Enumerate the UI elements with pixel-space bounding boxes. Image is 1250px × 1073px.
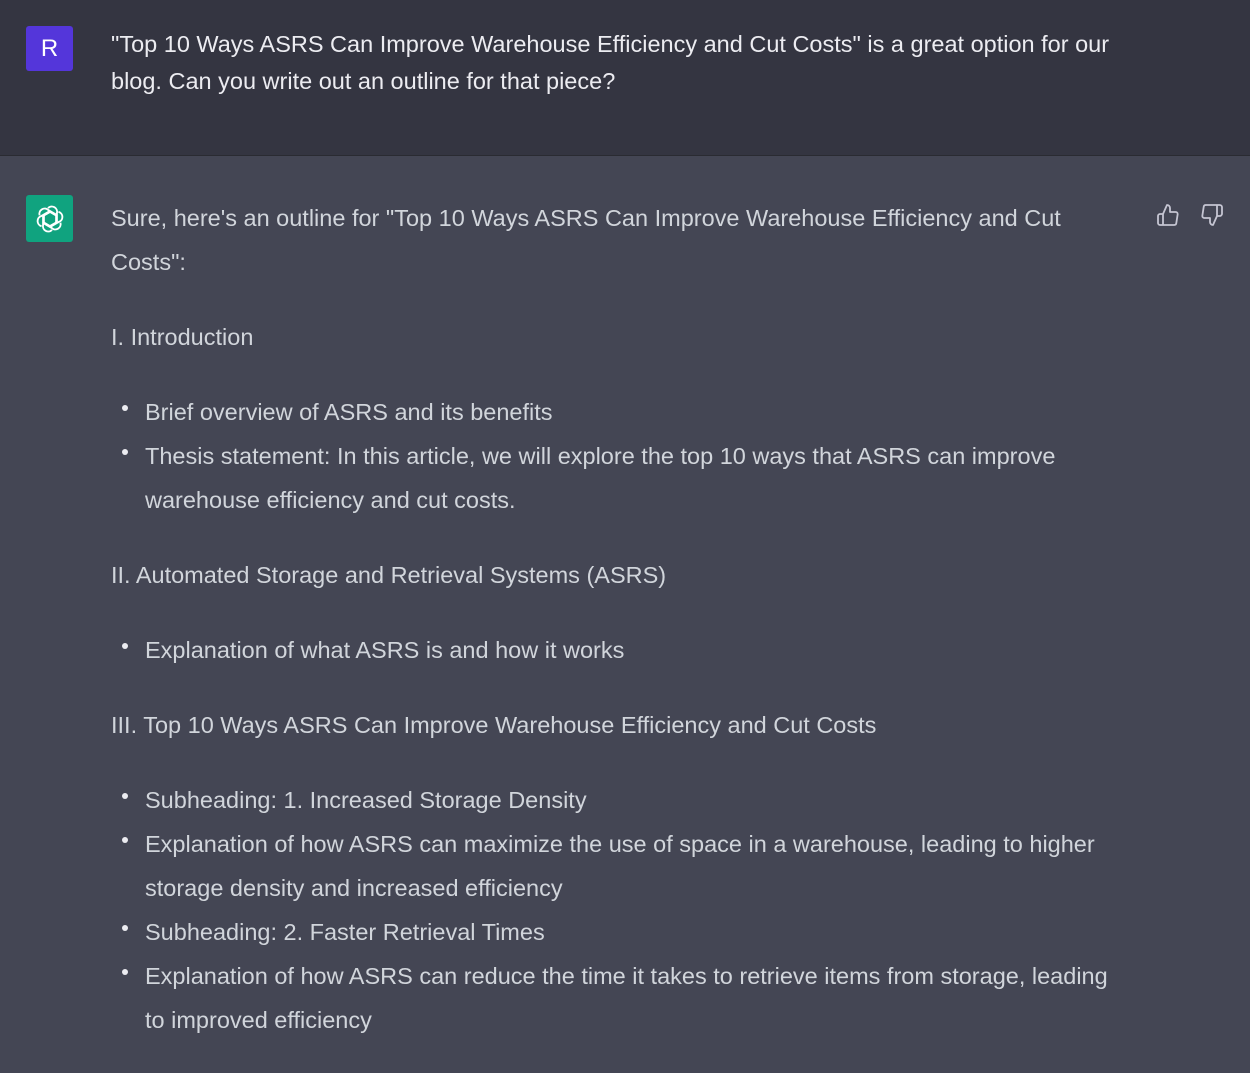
thumbs-down-icon bbox=[1200, 203, 1224, 227]
user-message-row bbox=[0, 0, 1250, 156]
thumbs-down-button[interactable] bbox=[1197, 200, 1227, 230]
openai-logo-icon bbox=[34, 203, 66, 235]
section-heading: II. Automated Storage and Retrieval Systems (ASRS) bbox=[111, 562, 667, 588]
thumbs-up-icon bbox=[1156, 203, 1180, 227]
list-item: Subheading: 1. Increased Storage Density bbox=[111, 778, 1111, 822]
list-item: Explanation of what ASRS is and how it works bbox=[111, 628, 1111, 672]
list-item: Brief overview of ASRS and its benefits bbox=[111, 390, 1111, 434]
list-item: Explanation of how ASRS can reduce the time it takes to retrieve items from storage, leading to improved efficiency bbox=[111, 954, 1111, 1042]
bullet-list bbox=[111, 390, 1111, 522]
section-heading: I. Introduction bbox=[111, 324, 254, 350]
section-heading: III. Top 10 Ways ASRS Can Improve Warehouse Efficiency and Cut Costs bbox=[111, 712, 877, 738]
bullet-list bbox=[111, 628, 1111, 672]
list-item: Subheading: 2. Faster Retrieval Times bbox=[111, 910, 1111, 954]
assistant-answer bbox=[111, 196, 1111, 1073]
answer-intro: Sure, here's an outline for "Top 10 Ways ASRS Can Improve Warehouse Efficiency and Cut Costs": bbox=[111, 205, 1061, 275]
user-message-text: "Top 10 Ways ASRS Can Improve Warehouse Efficiency and Cut Costs" is a great option for our blog. Can you write out an outline for that piece? bbox=[111, 31, 1110, 94]
list-item: Explanation of how ASRS can maximize the use of space in a warehouse, leading to higher storage density and increased efficiency bbox=[111, 822, 1111, 910]
assistant-avatar bbox=[26, 195, 73, 242]
thumbs-up-button[interactable] bbox=[1153, 200, 1183, 230]
user-avatar: R bbox=[26, 26, 73, 71]
assistant-message-row bbox=[0, 156, 1250, 1042]
list-item: Thesis statement: In this article, we will explore the top 10 ways that ASRS can improve warehouse efficiency and cut costs. bbox=[111, 434, 1111, 522]
bullet-list bbox=[111, 778, 1111, 1042]
